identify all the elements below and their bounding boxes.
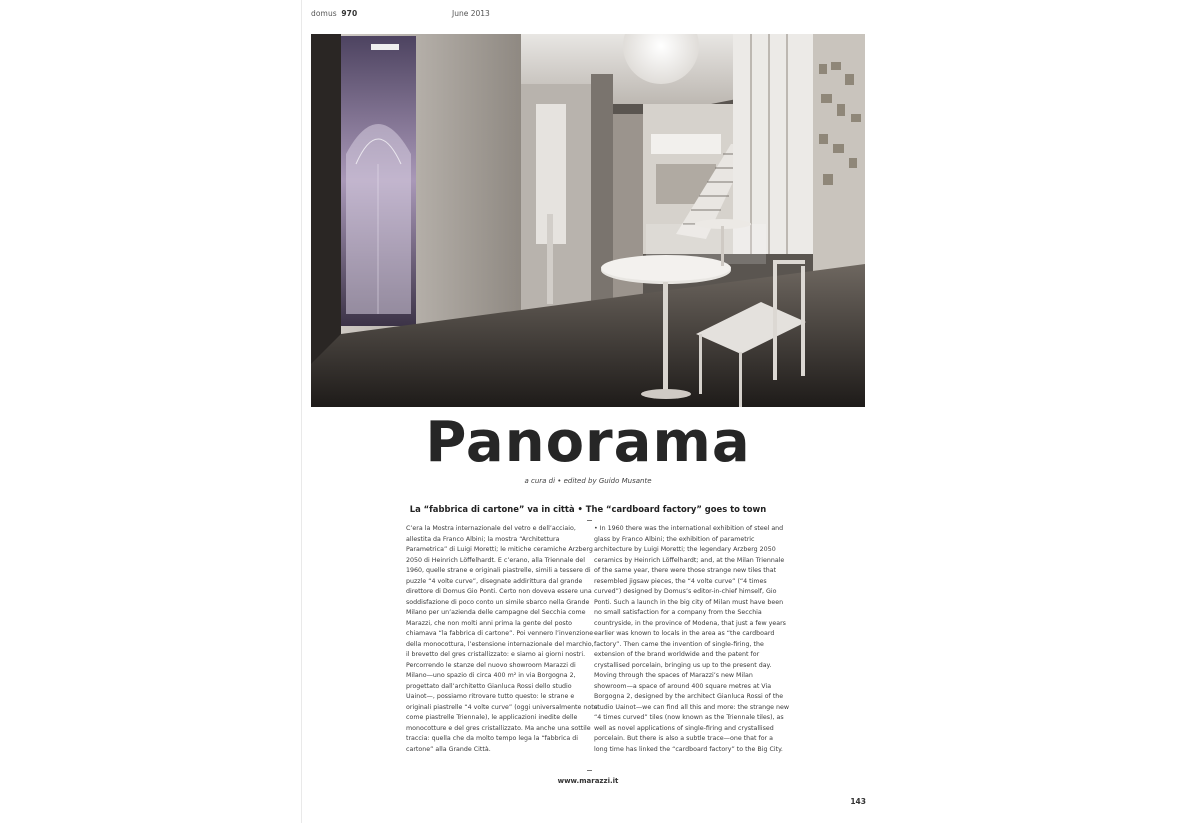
text-line: monocotture e del gres cristallizzato. Ma anche una sottile bbox=[406, 724, 591, 732]
text-line: showroom—a space of around 400 square metres at Via bbox=[594, 682, 772, 690]
text-line: cartone” alla Grande Città. bbox=[406, 745, 491, 753]
text-line: direttore di Domus Gio Ponti. Certo non doveva essere una bbox=[406, 588, 592, 595]
text-line: extension of the brand worldwide and the patent for bbox=[594, 651, 760, 658]
credit-prefix: a cura di • edited by bbox=[524, 477, 597, 485]
text-line: Milano per un’azienda delle campagne del Secchia come bbox=[406, 609, 586, 616]
text-line: come piastrelle Triennale), le applicazioni inedite delle bbox=[406, 714, 578, 721]
issue-date: June 2013 bbox=[452, 9, 490, 18]
url-dash bbox=[587, 770, 592, 771]
text-line: of the same year, there were those strange new tiles that bbox=[594, 567, 777, 574]
editor-credit bbox=[311, 477, 865, 485]
text-line: “4 times curved” tiles (now known as the Triennale tiles), as bbox=[594, 714, 784, 721]
showroom-photo bbox=[311, 34, 865, 407]
text-line: glass by Franco Albini; the exhibition of parametric bbox=[594, 535, 755, 543]
text-line: soddisfazione di poco conto un simile sbarco nella Grande bbox=[406, 598, 590, 606]
text-line: countryside, in the province of Modena, that just a few years bbox=[594, 619, 786, 627]
text-line: factory”. Then came the invention of single-firing, the bbox=[594, 640, 764, 648]
text-line: Percorrendo le stanze del nuovo showroom Marazzi di bbox=[406, 661, 576, 669]
text-line: • In 1960 there was the international exhibition of steel and bbox=[594, 525, 784, 532]
page-gutter-line bbox=[301, 0, 302, 823]
headline-dash bbox=[587, 520, 592, 521]
text-line: puzzle “4 volte curve”, disegnate addirittura dal grande bbox=[406, 577, 583, 585]
issue-number: 970 bbox=[341, 9, 358, 18]
text-line: chiamava “la fabbrica di cartone”. Poi vennero l’invenzione bbox=[406, 630, 594, 637]
text-line: crystallised porcelain, bringing us up to the present day. bbox=[594, 661, 772, 669]
text-line: resembled jigsaw pieces, the “4 volte curve” (“4 times bbox=[594, 577, 767, 585]
text-line: Marazzi, che non molti anni prima la gente del posto bbox=[406, 619, 573, 627]
text-line: curved”) designed by Domus’s editor-in-chief himself, Gio bbox=[594, 588, 777, 595]
text-line: 1960, quelle strane e originali piastrelle, simili a tessere di bbox=[406, 567, 591, 574]
text-line: earlier was known to locals in the area as “the cardboard bbox=[594, 630, 775, 637]
text-line: Borgogna 2, designed by the architect Gianluca Rossi of the bbox=[594, 693, 784, 700]
text-line: studio Uainot—we can find all this and more: the strange new bbox=[594, 703, 790, 711]
text-line: porcelain. But there is also a subtle trace—one that for a bbox=[594, 735, 774, 742]
text-line: no small satisfaction for a company from the Secchia bbox=[594, 609, 762, 616]
page-number: 143 bbox=[850, 797, 866, 806]
running-header bbox=[311, 9, 357, 18]
magazine-name: domus bbox=[311, 9, 337, 18]
text-line: progettato dall’architetto Gianluca Rossi dello studio bbox=[406, 682, 572, 690]
text-line: architecture by Luigi Moretti; the legendary Arzberg 2050 bbox=[594, 546, 776, 553]
text-line: della monocottura, l’estensione internazionale del marchio, bbox=[406, 640, 594, 648]
article-headline: La “fabbrica di cartone” va in città • The “cardboard factory” goes to town bbox=[409, 504, 767, 514]
italian-column bbox=[406, 524, 598, 755]
text-line: traccia: quella che da molto tempo lega la “fabbrica di bbox=[406, 735, 578, 742]
text-line: 2050 di Heinrich Löffelhardt. E c’erano, alla Triennale del bbox=[406, 556, 585, 564]
text-line: Uainot—, possiamo ritrovare tutto questo: le strane e bbox=[406, 693, 575, 700]
text-line: Ponti. Such a launch in the big city of Milan must have been bbox=[594, 598, 784, 606]
section-title: Panorama bbox=[425, 410, 751, 475]
text-line: long time has linked the “cardboard factory” to the Big City. bbox=[594, 745, 783, 753]
english-column bbox=[594, 524, 790, 755]
text-line: well as novel applications of single-firing and crystallised bbox=[594, 724, 774, 732]
text-line: originali piastrelle “4 volte curve” (oggi universalmente note bbox=[406, 703, 598, 711]
text-line: Milano—uno spazio di circa 400 m² in via Borgogna 2, bbox=[406, 672, 576, 679]
text-line: ceramics by Heinrich Löffelhardt; and, at the Milan Triennale bbox=[594, 556, 785, 564]
text-line: Moving through the spaces of Marazzi’s new Milan bbox=[594, 672, 753, 679]
text-line: il brevetto del gres cristallizzato: e siamo ai giorni nostri. bbox=[406, 651, 586, 658]
text-line: C’era la Mostra internazionale del vetro e dell’acciaio, bbox=[406, 525, 576, 532]
text-line: allestita da Franco Albini; la mostra “Architettura bbox=[406, 535, 560, 543]
text-line: Parametrica” di Luigi Moretti; le mitiche ceramiche Arzberg bbox=[406, 546, 593, 553]
editor-name: Guido Musante bbox=[598, 477, 652, 485]
website-link[interactable]: www.marazzi.it bbox=[557, 777, 619, 785]
